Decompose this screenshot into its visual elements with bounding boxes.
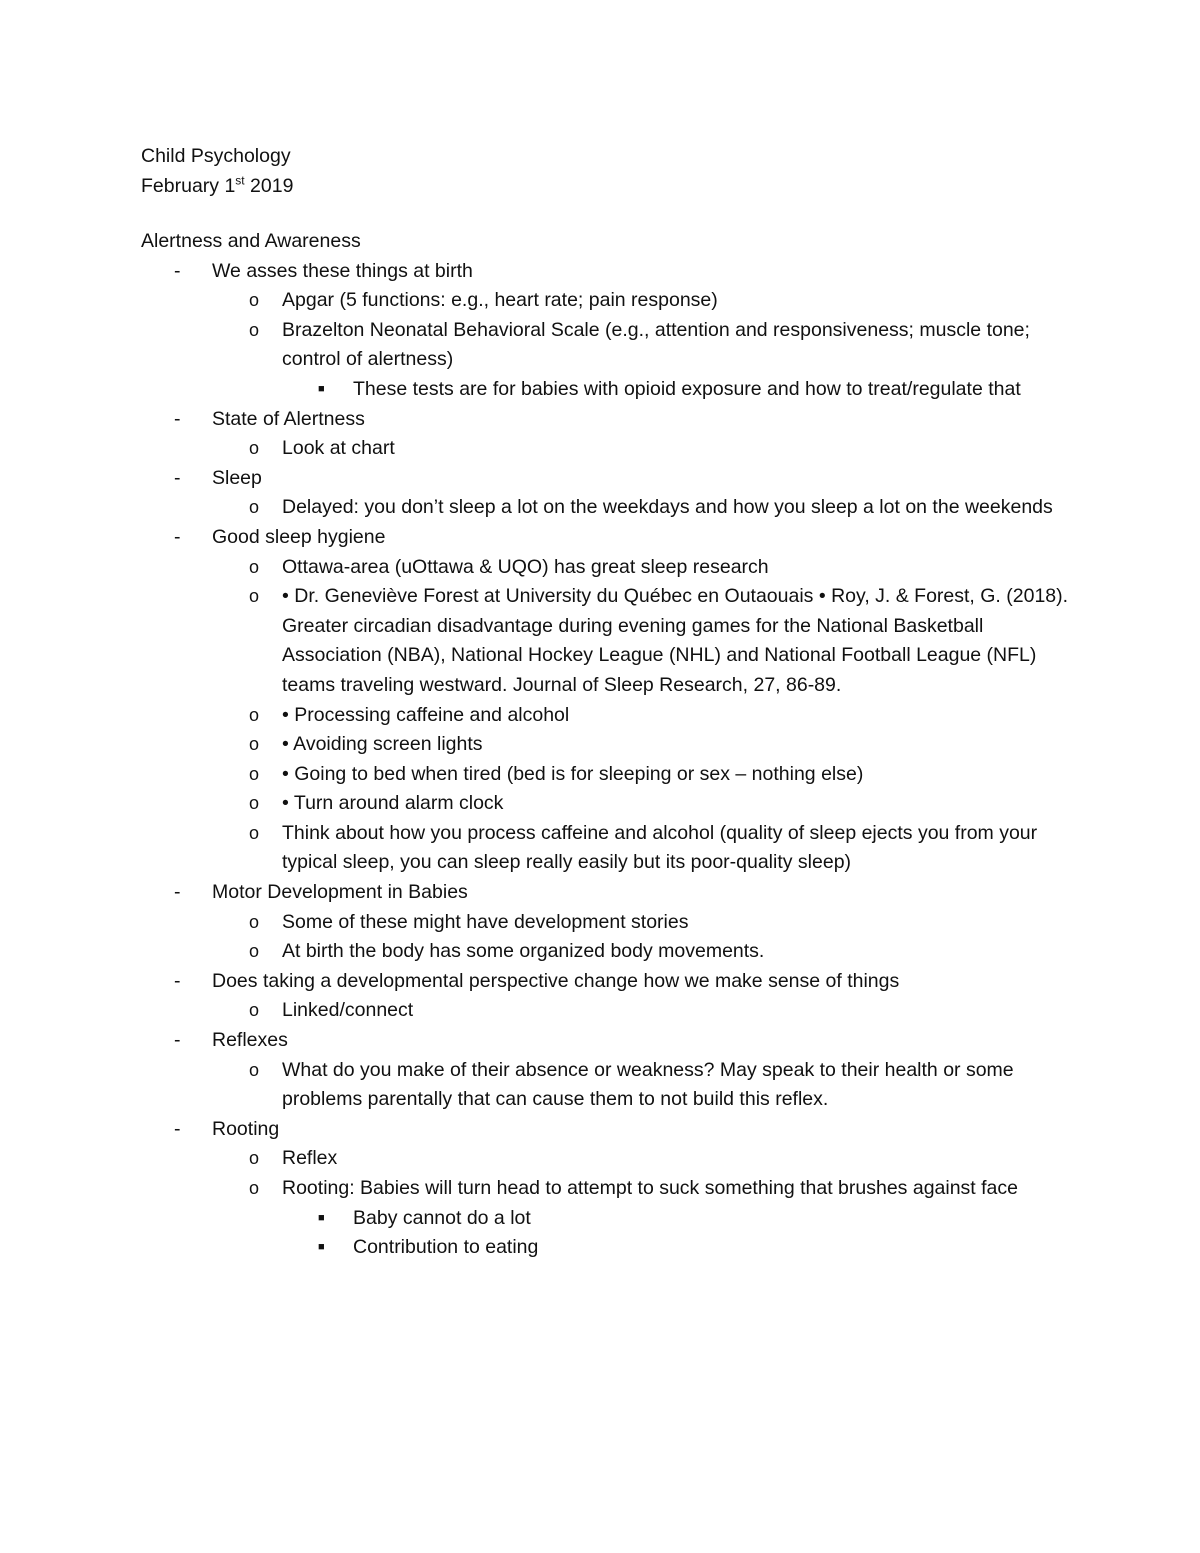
dash-bullet: - bbox=[174, 1117, 181, 1140]
outline-item-text: Look at chart bbox=[282, 437, 395, 460]
outline-item-level-1 bbox=[141, 257, 1071, 287]
date-superscript: st bbox=[235, 173, 245, 188]
dash-bullet: - bbox=[174, 525, 181, 548]
outline-item-level-1 bbox=[141, 967, 1071, 997]
outline-item-level-2 bbox=[141, 760, 1071, 790]
outline-item-text: Sleep bbox=[212, 466, 262, 489]
outline-item-text: Delayed: you don’t sleep a lot on the weekdays and how you sleep a lot on the weekends bbox=[282, 496, 1053, 519]
outline-item-text: • Dr. Geneviève Forest at University du Québec en Outaouais • Roy, J. & Forest, G. (2018). Greater circadian disadvantage during evening games for the National Basketball Association (NBA), National Hockey League (NHL) and National Football League (NFL) teams traveling westward. Journal of Sleep Research, 27, 86-89. bbox=[282, 585, 1069, 696]
circle-bullet: o bbox=[249, 911, 260, 932]
dash-bullet: - bbox=[174, 407, 181, 430]
outline-item-level-3 bbox=[141, 1204, 1071, 1234]
circle-bullet: o bbox=[249, 763, 260, 784]
outline-item-level-2 bbox=[141, 316, 1071, 375]
circle-bullet: o bbox=[249, 497, 260, 518]
outline-item-text: • Avoiding screen lights bbox=[282, 733, 483, 756]
outline-item-text: Good sleep hygiene bbox=[212, 525, 386, 548]
circle-bullet: o bbox=[249, 793, 260, 814]
outline-item-level-2 bbox=[141, 1174, 1071, 1204]
outline-item-text: Brazelton Neonatal Behavioral Scale (e.g., attention and responsiveness; muscle tone; control of alertness) bbox=[282, 318, 1030, 371]
outline-item-level-2 bbox=[141, 434, 1071, 464]
outline-item-text: At birth the body has some organized body movements. bbox=[282, 940, 765, 963]
outline-item-text: • Processing caffeine and alcohol bbox=[282, 703, 570, 726]
outline-item-text: Ottawa-area (uOttawa & UQO) has great sleep research bbox=[282, 555, 769, 578]
section-heading bbox=[141, 227, 1071, 257]
date-year: 2019 bbox=[244, 175, 294, 197]
outline-item-level-1 bbox=[141, 464, 1071, 494]
dash-bullet: - bbox=[174, 881, 181, 904]
square-bullet-icon: ■ bbox=[318, 1211, 325, 1224]
circle-bullet: o bbox=[249, 941, 260, 962]
outline-item-level-1 bbox=[141, 878, 1071, 908]
circle-bullet: o bbox=[249, 1178, 260, 1198]
circle-bullet: o bbox=[249, 319, 260, 340]
outline-item-level-2 bbox=[141, 730, 1071, 760]
outline-item-level-2 bbox=[141, 553, 1071, 583]
outline-item-text: Reflex bbox=[282, 1147, 338, 1170]
outline-item-text: Rooting: Babies will turn head to attempt to suck something that brushes against face bbox=[282, 1177, 1019, 1199]
outline-item-level-2 bbox=[141, 286, 1071, 316]
outline-item-level-2 bbox=[141, 701, 1071, 731]
outline-item-text: What do you make of their absence or weakness? May speak to their health or some problems parentally that can cause them to not build this reflex. bbox=[282, 1058, 1014, 1111]
dash-bullet: - bbox=[174, 259, 181, 282]
outline-item-level-2 bbox=[141, 493, 1071, 523]
outline-item-level-2 bbox=[141, 582, 1071, 700]
circle-bullet: o bbox=[249, 1059, 260, 1080]
dash-bullet: - bbox=[174, 1029, 181, 1052]
outline-item-text: Think about how you process caffeine and alcohol (quality of sleep ejects you from your typical sleep, you can sleep really easily but its poor-quality sleep) bbox=[282, 821, 1038, 874]
outline-item-text: Motor Development in Babies bbox=[212, 881, 468, 904]
outline-item-text: Apgar (5 functions: e.g., heart rate; pain response) bbox=[282, 289, 718, 312]
outline-item-text: Baby cannot do a lot bbox=[353, 1206, 531, 1229]
dash-bullet: - bbox=[174, 969, 181, 992]
circle-bullet: o bbox=[249, 586, 260, 607]
circle-bullet: o bbox=[249, 1148, 260, 1169]
circle-bullet: o bbox=[249, 1000, 260, 1021]
circle-bullet: o bbox=[249, 556, 260, 577]
outline-item-text: Reflexes bbox=[212, 1029, 288, 1052]
circle-bullet: o bbox=[249, 290, 260, 311]
outline-item-level-2 bbox=[141, 908, 1071, 938]
outline-item-text: Rooting bbox=[212, 1117, 280, 1140]
outline-item-text: State of Alertness bbox=[212, 407, 365, 430]
circle-bullet: o bbox=[249, 822, 260, 843]
outline-item-text: Some of these might have development stories bbox=[282, 910, 689, 933]
notes-outline bbox=[141, 227, 1071, 1263]
document-title: Child Psychology bbox=[141, 145, 291, 167]
outline-item-level-2 bbox=[141, 1144, 1071, 1174]
outline-item-text: These tests are for babies with opioid exposure and how to treat/regulate that bbox=[353, 377, 1021, 400]
square-bullet-icon: ■ bbox=[318, 1241, 325, 1254]
outline-item-level-3 bbox=[141, 375, 1071, 405]
outline-item-text: • Going to bed when tired (bed is for sleeping or sex – nothing else) bbox=[282, 762, 864, 785]
outline-item-text: • Turn around alarm clock bbox=[282, 792, 504, 815]
outline-item-level-2 bbox=[141, 937, 1071, 967]
date-prefix: February 1 bbox=[141, 175, 236, 197]
outline-item-text: We asses these things at birth bbox=[212, 259, 473, 282]
document-date bbox=[141, 171, 293, 201]
outline-item-level-2 bbox=[141, 789, 1071, 819]
outline-item-level-2 bbox=[141, 819, 1071, 878]
circle-bullet: o bbox=[249, 438, 260, 459]
outline-item-level-1 bbox=[141, 1115, 1071, 1145]
outline-item-level-1 bbox=[141, 405, 1071, 435]
outline-item-text: Contribution to eating bbox=[353, 1236, 539, 1259]
outline-item-text: Alertness and Awareness bbox=[141, 230, 361, 252]
outline-item-level-2 bbox=[141, 1056, 1071, 1115]
circle-bullet: o bbox=[249, 704, 260, 725]
outline-item-text: Linked/connect bbox=[282, 999, 414, 1022]
outline-item-level-1 bbox=[141, 523, 1071, 553]
outline-item-level-1 bbox=[141, 1026, 1071, 1056]
outline-item-text: Does taking a developmental perspective change how we make sense of things bbox=[212, 969, 900, 992]
circle-bullet: o bbox=[249, 734, 260, 755]
dash-bullet: - bbox=[174, 466, 181, 489]
outline-item-level-3 bbox=[141, 1233, 1071, 1263]
square-bullet-icon: ■ bbox=[318, 382, 325, 395]
outline-item-level-2 bbox=[141, 996, 1071, 1026]
